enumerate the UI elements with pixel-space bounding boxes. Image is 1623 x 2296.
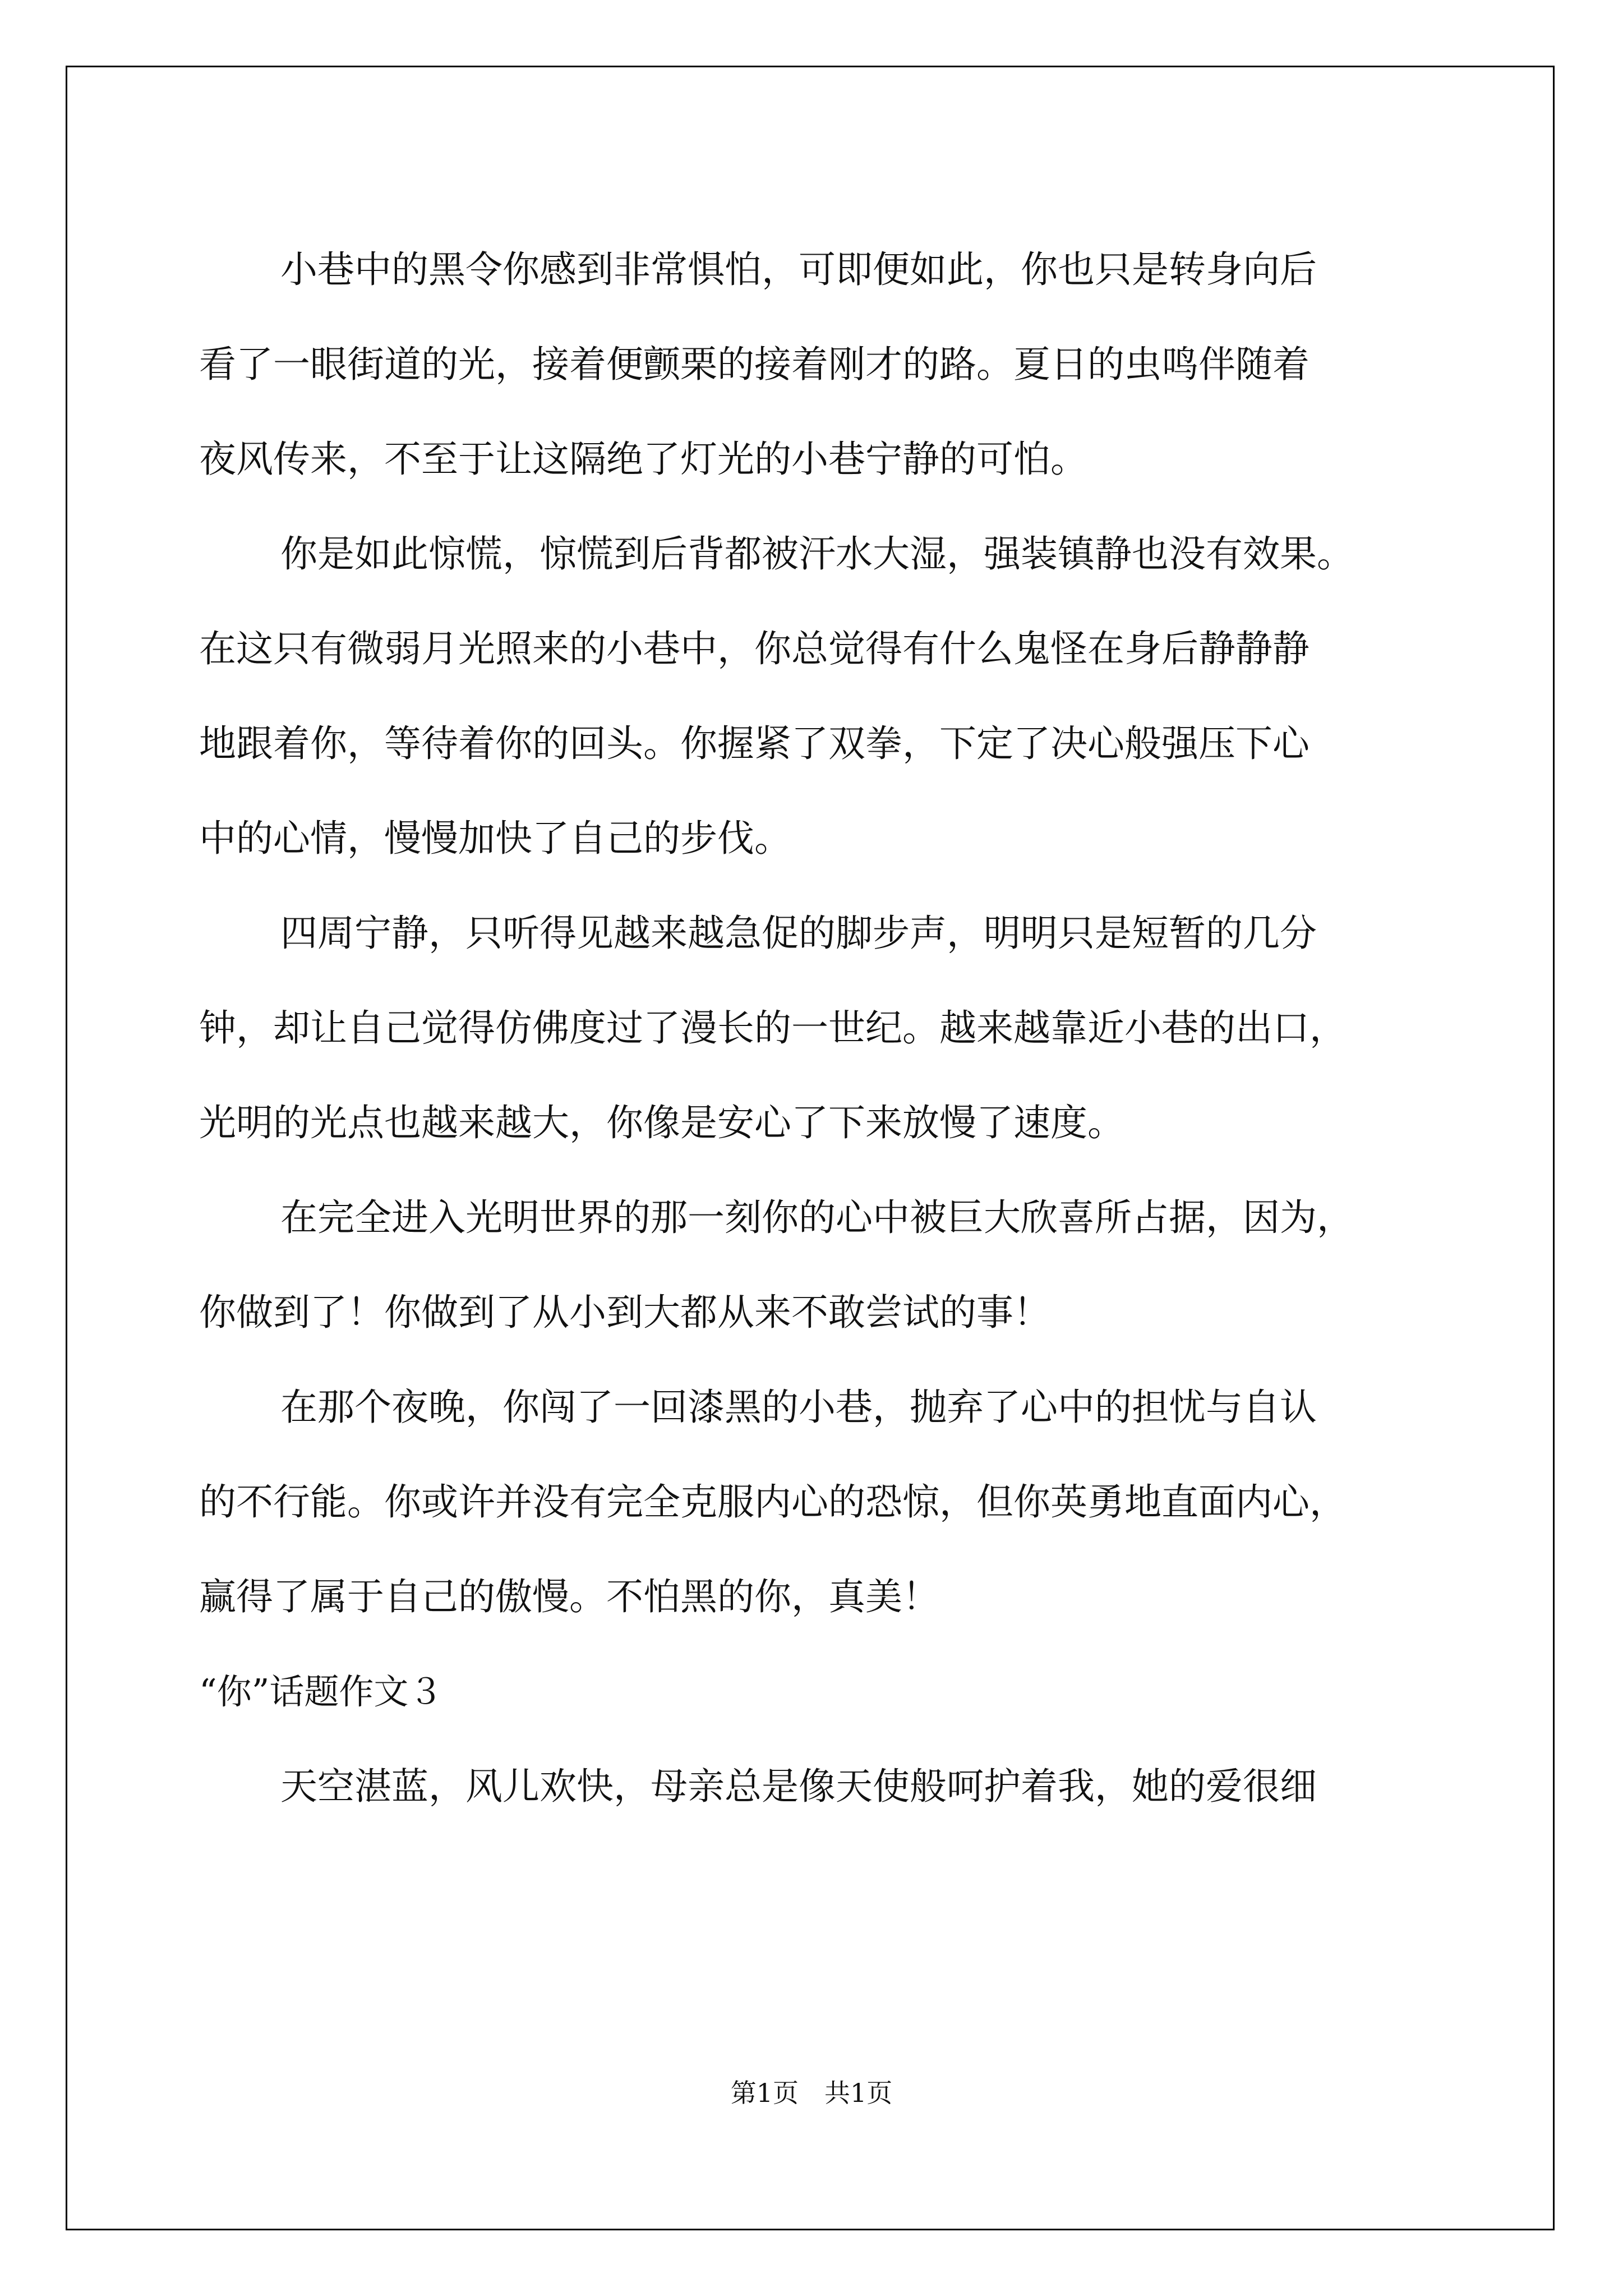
- text-line: 的不行能。你或许并没有完全克服内心的恐惊，但你英勇地直面内心，: [199, 1480, 1347, 1524]
- text-line: 你做到了！你做到了从小到大都从来不敢尝试的事！: [199, 1291, 1050, 1334]
- document-body: [199, 222, 1427, 1834]
- page-number: 第1页: [730, 2078, 799, 2108]
- text-line: 光明的光点也越来越大，你像是安心了下来放慢了速度。: [199, 1101, 1124, 1144]
- text-line: 地跟着你，等待着你的回头。你握紧了双拳，下定了决心般强压下心: [199, 722, 1310, 765]
- text-line: 天空湛蓝，风儿欢快，母亲总是像天使般呵护着我，她的爱很细: [280, 1765, 1317, 1808]
- section-heading: “你”话题作文３: [199, 1671, 444, 1712]
- text-line: 钟，却让自己觉得仿佛度过了漫长的一世纪。越来越靠近小巷的出口，: [199, 1006, 1347, 1050]
- text-line: 在完全进入光明世界的那一刻你的心中被巨大欣喜所占据，因为，: [280, 1196, 1354, 1239]
- text-line: 四周宁静，只听得见越来越急促的脚步声，明明只是短暂的几分: [280, 912, 1317, 955]
- page-total: 共1页: [824, 2078, 893, 2108]
- text-line: 中的心情，慢慢加快了自己的步伐。: [199, 817, 791, 860]
- text-line: 你是如此惊慌，惊慌到后背都被汗水大湿，强装镇静也没有效果。: [280, 532, 1354, 576]
- text-line: 夜风传来，不至于让这隔绝了灯光的小巷宁静的可怕。: [199, 438, 1087, 481]
- text-line: 小巷中的黑令你感到非常惧怕，可即便如此，你也只是转身向后: [280, 248, 1317, 291]
- text-line: 在这只有微弱月光照来的小巷中，你总觉得有什么鬼怪在身后静静静: [199, 627, 1310, 670]
- page-footer: [0, 2073, 1623, 2110]
- text-line: 在那个夜晚，你闯了一回漆黑的小巷，抛弃了心中的担忧与自认: [280, 1386, 1317, 1429]
- text-line: 赢得了属于自己的傲慢。不怕黑的你，真美！: [199, 1575, 939, 1618]
- text-line: 看了一眼街道的光，接着便颤栗的接着刚才的路。夏日的虫鸣伴随着: [199, 343, 1310, 386]
